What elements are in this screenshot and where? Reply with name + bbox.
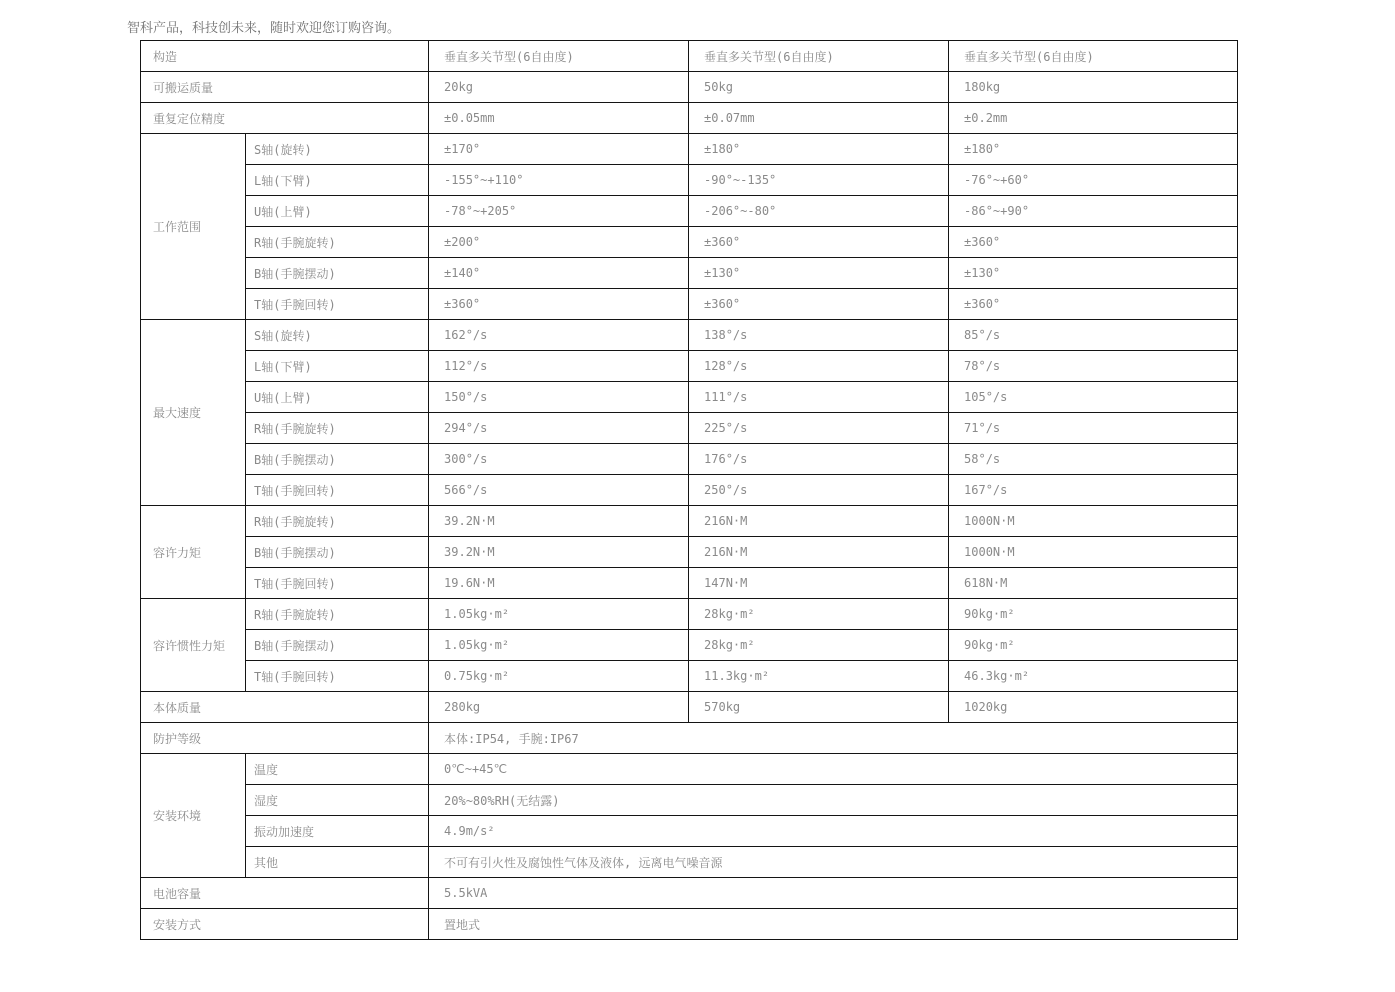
spec-value: ±360° [949,289,1238,320]
spec-value: 300°/s [429,444,689,475]
table-row [141,134,1238,165]
row-label: 电池容量 [141,878,429,909]
spec-value: 128°/s [689,351,949,382]
spec-value: -206°~-80° [689,196,949,227]
spec-value: -155°~+110° [429,165,689,196]
table-row [141,103,1238,134]
table-row [141,72,1238,103]
spec-value: 280kg [429,692,689,723]
axis-label: S轴(旋转) [246,320,429,351]
spec-value: 0.75kg·m² [429,661,689,692]
spec-value: 本体:IP54, 手腕:IP67 [429,723,1238,754]
spec-value: 39.2N·M [429,506,689,537]
row-label: 构造 [141,41,429,72]
axis-label: L轴(下臂) [246,165,429,196]
spec-value: 138°/s [689,320,949,351]
axis-label: T轴(手腕回转) [246,475,429,506]
table-row [141,351,1238,382]
table-row [141,816,1238,847]
table-row [141,630,1238,661]
spec-value: 111°/s [689,382,949,413]
spec-value: ±360° [689,227,949,258]
spec-value: ±0.07mm [689,103,949,134]
spec-value: 216N·M [689,506,949,537]
table-row [141,723,1238,754]
axis-label: B轴(手腕摆动) [246,537,429,568]
spec-value: ±360° [689,289,949,320]
spec-value: 0℃~+45℃ [429,754,1238,785]
spec-table-container [140,40,1238,940]
axis-label: U轴(上臂) [246,196,429,227]
spec-value: 566°/s [429,475,689,506]
table-row [141,909,1238,940]
table-row [141,258,1238,289]
spec-value: ±360° [429,289,689,320]
spec-value: -78°~+205° [429,196,689,227]
spec-value: 225°/s [689,413,949,444]
row-label: 本体质量 [141,692,429,723]
spec-value: -76°~+60° [949,165,1238,196]
spec-value: 58°/s [949,444,1238,475]
spec-value: 1.05kg·m² [429,599,689,630]
spec-value: 5.5kVA [429,878,1238,909]
spec-value: 150°/s [429,382,689,413]
spec-value: 垂直多关节型(6自由度) [689,41,949,72]
spec-value: 20%~80%RH(无结露) [429,785,1238,816]
table-row [141,692,1238,723]
spec-value: 71°/s [949,413,1238,444]
spec-value: 147N·M [689,568,949,599]
spec-value: 置地式 [429,909,1238,940]
spec-value: ±130° [689,258,949,289]
spec-value: ±180° [949,134,1238,165]
spec-value: ±0.2mm [949,103,1238,134]
axis-label: 其他 [246,847,429,878]
spec-value: ±0.05mm [429,103,689,134]
spec-value: 39.2N·M [429,537,689,568]
spec-value: 167°/s [949,475,1238,506]
spec-value: 618N·M [949,568,1238,599]
spec-value: 294°/s [429,413,689,444]
spec-value: 216N·M [689,537,949,568]
axis-label: R轴(手腕旋转) [246,599,429,630]
spec-value: 85°/s [949,320,1238,351]
spec-value: 570kg [689,692,949,723]
spec-value: 90kg·m² [949,599,1238,630]
table-row [141,413,1238,444]
spec-value: 20kg [429,72,689,103]
spec-value: 46.3kg·m² [949,661,1238,692]
table-row [141,475,1238,506]
spec-value: 180kg [949,72,1238,103]
spec-table [140,40,1238,940]
table-row [141,537,1238,568]
spec-value: 1020kg [949,692,1238,723]
table-row [141,320,1238,351]
axis-label: R轴(手腕旋转) [246,413,429,444]
spec-value: 28kg·m² [689,630,949,661]
row-label: 重复定位精度 [141,103,429,134]
spec-value: ±200° [429,227,689,258]
spec-value: 112°/s [429,351,689,382]
table-row [141,599,1238,630]
spec-value: 不可有引火性及腐蚀性气体及液体, 远离电气噪音源 [429,847,1238,878]
axis-label: B轴(手腕摆动) [246,258,429,289]
spec-value: 162°/s [429,320,689,351]
spec-value: 垂直多关节型(6自由度) [949,41,1238,72]
spec-value: ±130° [949,258,1238,289]
spec-value: 105°/s [949,382,1238,413]
table-row [141,568,1238,599]
table-row [141,785,1238,816]
spec-value: 1000N·M [949,506,1238,537]
spec-value: -86°~+90° [949,196,1238,227]
axis-label: 湿度 [246,785,429,816]
table-row [141,444,1238,475]
axis-label: L轴(下臂) [246,351,429,382]
axis-label: U轴(上臂) [246,382,429,413]
axis-label: B轴(手腕摆动) [246,444,429,475]
table-row [141,165,1238,196]
spec-value: 11.3kg·m² [689,661,949,692]
row-label: 可搬运质量 [141,72,429,103]
axis-label: S轴(旋转) [246,134,429,165]
spec-value: 1000N·M [949,537,1238,568]
spec-value: 1.05kg·m² [429,630,689,661]
axis-label: T轴(手腕回转) [246,568,429,599]
spec-value: -90°~-135° [689,165,949,196]
axis-label: B轴(手腕摆动) [246,630,429,661]
spec-value: 90kg·m² [949,630,1238,661]
spec-value: ±140° [429,258,689,289]
spec-value: 19.6N·M [429,568,689,599]
axis-label: T轴(手腕回转) [246,289,429,320]
table-row [141,878,1238,909]
group-label: 容许力矩 [141,506,246,599]
table-row [141,382,1238,413]
group-label: 工作范围 [141,134,246,320]
intro-text: 智科产品，科技创未来，随时欢迎您订购咨询。 [127,21,401,36]
row-label: 安装方式 [141,909,429,940]
group-label: 容许惯性力矩 [141,599,246,692]
axis-label: 振动加速度 [246,816,429,847]
table-row [141,506,1238,537]
spec-value: 28kg·m² [689,599,949,630]
spec-value: ±360° [949,227,1238,258]
spec-value: 4.9m/s² [429,816,1238,847]
axis-label: R轴(手腕旋转) [246,506,429,537]
table-row [141,196,1238,227]
table-row [141,227,1238,258]
axis-label: R轴(手腕旋转) [246,227,429,258]
axis-label: T轴(手腕回转) [246,661,429,692]
spec-value: 50kg [689,72,949,103]
table-row [141,847,1238,878]
table-row [141,661,1238,692]
table-row [141,289,1238,320]
spec-value: 250°/s [689,475,949,506]
group-label: 最大速度 [141,320,246,506]
spec-value: ±180° [689,134,949,165]
spec-value: ±170° [429,134,689,165]
axis-label: 温度 [246,754,429,785]
table-row [141,41,1238,72]
spec-value: 垂直多关节型(6自由度) [429,41,689,72]
group-label: 安装环境 [141,754,246,878]
spec-value: 78°/s [949,351,1238,382]
row-label: 防护等级 [141,723,429,754]
spec-table-body [141,41,1238,940]
spec-value: 176°/s [689,444,949,475]
table-row [141,754,1238,785]
